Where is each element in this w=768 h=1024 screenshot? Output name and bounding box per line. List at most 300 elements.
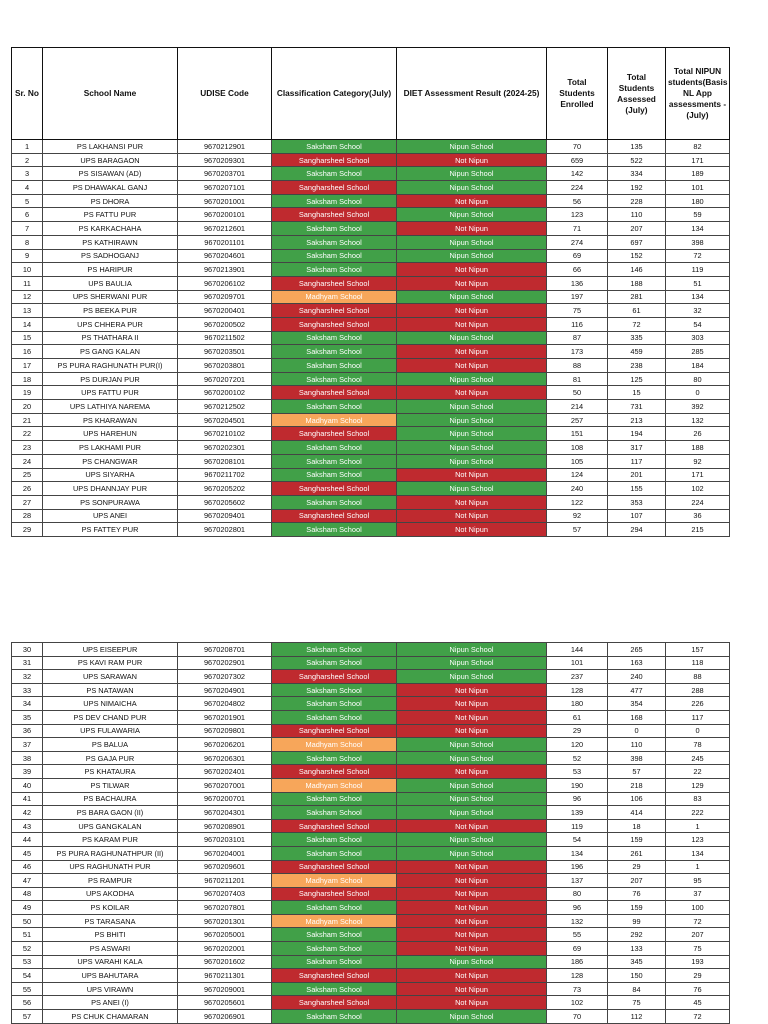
school-name-cell: UPS EISEEPUR (43, 643, 178, 657)
diet-assessment-result-cell: Not Nipun (397, 697, 547, 711)
header-diet-assessment-result: DIET Assessment Result (2024-25) (397, 48, 547, 140)
total-students-enrolled-cell: 71 (547, 222, 608, 236)
table-row (12, 697, 730, 711)
total-students-assessed-cell: 125 (608, 372, 666, 386)
classification-category-cell: Saksham School (272, 751, 397, 765)
diet-assessment-result-cell: Not Nipun (397, 996, 547, 1010)
diet-assessment-result-cell: Nipun School (397, 656, 547, 670)
sr-no-cell: 23 (12, 441, 43, 455)
total-students-assessed-cell: 72 (608, 317, 666, 331)
school-name-cell: PS ASWARI (43, 942, 178, 956)
classification-category-cell: Madhyam School (272, 738, 397, 752)
total-nipun-students-cell: 157 (666, 643, 730, 657)
table-row (12, 683, 730, 697)
sr-no-cell: 35 (12, 710, 43, 724)
udise-code-cell: 9670206301 (178, 751, 272, 765)
table-row (12, 724, 730, 738)
diet-assessment-result-cell: Nipun School (397, 372, 547, 386)
school-name-cell: UPS CHHERA PUR (43, 317, 178, 331)
total-students-assessed-cell: 188 (608, 276, 666, 290)
sr-no-cell: 22 (12, 427, 43, 441)
header-sr-no: Sr. No (12, 48, 43, 140)
total-students-enrolled-cell: 136 (547, 276, 608, 290)
total-nipun-students-cell: 78 (666, 738, 730, 752)
total-students-enrolled-cell: 96 (547, 901, 608, 915)
udise-code-cell: 9670206901 (178, 1010, 272, 1024)
school-name-cell: UPS BARAGAON (43, 153, 178, 167)
classification-category-cell: Saksham School (272, 235, 397, 249)
sr-no-cell: 3 (12, 167, 43, 181)
school-name-cell: PS DEV CHAND PUR (43, 710, 178, 724)
total-nipun-students-cell: 207 (666, 928, 730, 942)
udise-code-cell: 9670207403 (178, 887, 272, 901)
diet-assessment-result-cell: Nipun School (397, 833, 547, 847)
classification-category-cell: Saksham School (272, 710, 397, 724)
udise-code-cell: 9670209601 (178, 860, 272, 874)
total-students-assessed-cell: 345 (608, 955, 666, 969)
table-row (12, 982, 730, 996)
classification-category-cell: Madhyam School (272, 914, 397, 928)
total-nipun-students-cell: 118 (666, 656, 730, 670)
total-nipun-students-cell: 193 (666, 955, 730, 969)
total-students-enrolled-cell: 53 (547, 765, 608, 779)
total-nipun-students-cell: 132 (666, 413, 730, 427)
udise-code-cell: 9670203101 (178, 833, 272, 847)
udise-code-cell: 9670206102 (178, 276, 272, 290)
total-students-assessed-cell: 117 (608, 454, 666, 468)
total-students-enrolled-cell: 80 (547, 887, 608, 901)
total-nipun-students-cell: 29 (666, 969, 730, 983)
total-students-enrolled-cell: 274 (547, 235, 608, 249)
table-row (12, 819, 730, 833)
classification-category-cell: Saksham School (272, 495, 397, 509)
udise-code-cell: 9670204601 (178, 249, 272, 263)
udise-code-cell: 9670202301 (178, 441, 272, 455)
table-row (12, 710, 730, 724)
sr-no-cell: 39 (12, 765, 43, 779)
school-name-cell: UPS SIYARHA (43, 468, 178, 482)
total-students-enrolled-cell: 197 (547, 290, 608, 304)
sr-no-cell: 2 (12, 153, 43, 167)
total-students-assessed-cell: 194 (608, 427, 666, 441)
classification-category-cell: Saksham School (272, 468, 397, 482)
table-row (12, 400, 730, 414)
total-students-assessed-cell: 294 (608, 523, 666, 537)
table-row (12, 222, 730, 236)
udise-code-cell: 9670203501 (178, 345, 272, 359)
school-name-cell: PS KAVI RAM PUR (43, 656, 178, 670)
diet-assessment-result-cell: Not Nipun (397, 874, 547, 888)
sr-no-cell: 7 (12, 222, 43, 236)
school-name-cell: PS KOILAR (43, 901, 178, 915)
sr-no-cell: 36 (12, 724, 43, 738)
header-udise-code: UDISE Code (178, 48, 272, 140)
table-body (12, 140, 730, 537)
udise-code-cell: 9670209301 (178, 153, 272, 167)
table-row (12, 778, 730, 792)
total-nipun-students-cell: 80 (666, 372, 730, 386)
total-students-enrolled-cell: 54 (547, 833, 608, 847)
table-row (12, 1010, 730, 1024)
sr-no-cell: 17 (12, 359, 43, 373)
classification-category-cell: Madhyam School (272, 290, 397, 304)
diet-assessment-result-cell: Not Nipun (397, 724, 547, 738)
diet-assessment-result-cell: Not Nipun (397, 222, 547, 236)
school-name-cell: PS SADHOGANJ (43, 249, 178, 263)
udise-code-cell: 9670211502 (178, 331, 272, 345)
sr-no-cell: 27 (12, 495, 43, 509)
total-students-enrolled-cell: 105 (547, 454, 608, 468)
total-students-enrolled-cell: 119 (547, 819, 608, 833)
school-name-cell: UPS RAGHUNATH PUR (43, 860, 178, 874)
classification-category-cell: Sangharsheel School (272, 482, 397, 496)
table-row (12, 833, 730, 847)
total-nipun-students-cell: 95 (666, 874, 730, 888)
diet-assessment-result-cell: Not Nipun (397, 509, 547, 523)
total-nipun-students-cell: 88 (666, 670, 730, 684)
classification-category-cell: Saksham School (272, 982, 397, 996)
total-students-assessed-cell: 112 (608, 1010, 666, 1024)
classification-category-cell: Saksham School (272, 1010, 397, 1024)
school-name-cell: UPS ANEI (43, 509, 178, 523)
classification-category-cell: Sangharsheel School (272, 887, 397, 901)
total-nipun-students-cell: 189 (666, 167, 730, 181)
school-name-cell: PS BALUA (43, 738, 178, 752)
udise-code-cell: 9670207302 (178, 670, 272, 684)
total-nipun-students-cell: 100 (666, 901, 730, 915)
total-students-assessed-cell: 152 (608, 249, 666, 263)
school-name-cell: PS LAKHAMI PUR (43, 441, 178, 455)
total-nipun-students-cell: 215 (666, 523, 730, 537)
school-name-cell: UPS FATTU PUR (43, 386, 178, 400)
diet-assessment-result-cell: Nipun School (397, 181, 547, 195)
school-assessment-table-part-2 (11, 642, 730, 1024)
total-students-enrolled-cell: 151 (547, 427, 608, 441)
sr-no-cell: 50 (12, 914, 43, 928)
classification-category-cell: Sangharsheel School (272, 996, 397, 1010)
classification-category-cell: Saksham School (272, 523, 397, 537)
classification-category-cell: Sangharsheel School (272, 860, 397, 874)
total-nipun-students-cell: 134 (666, 290, 730, 304)
total-students-assessed-cell: 334 (608, 167, 666, 181)
school-name-cell: UPS VARAHI KALA (43, 955, 178, 969)
udise-code-cell: 9670202801 (178, 523, 272, 537)
school-name-cell: PS GANG KALAN (43, 345, 178, 359)
udise-code-cell: 9670211201 (178, 874, 272, 888)
total-nipun-students-cell: 76 (666, 982, 730, 996)
sr-no-cell: 24 (12, 454, 43, 468)
table-row (12, 495, 730, 509)
udise-code-cell: 9670203701 (178, 167, 272, 181)
sr-no-cell: 20 (12, 400, 43, 414)
diet-assessment-result-cell: Not Nipun (397, 153, 547, 167)
sr-no-cell: 1 (12, 140, 43, 154)
table-row (12, 441, 730, 455)
classification-category-cell: Saksham School (272, 167, 397, 181)
total-nipun-students-cell: 83 (666, 792, 730, 806)
udise-code-cell: 9670202001 (178, 942, 272, 956)
udise-code-cell: 9670209001 (178, 982, 272, 996)
udise-code-cell: 9670203801 (178, 359, 272, 373)
diet-assessment-result-cell: Not Nipun (397, 523, 547, 537)
total-students-enrolled-cell: 70 (547, 1010, 608, 1024)
udise-code-cell: 9670207801 (178, 901, 272, 915)
table-row (12, 331, 730, 345)
total-students-enrolled-cell: 87 (547, 331, 608, 345)
total-students-enrolled-cell: 70 (547, 140, 608, 154)
udise-code-cell: 9670207101 (178, 181, 272, 195)
classification-category-cell: Saksham School (272, 955, 397, 969)
school-name-cell: PS KHATAURA (43, 765, 178, 779)
diet-assessment-result-cell: Not Nipun (397, 359, 547, 373)
udise-code-cell: 9670208101 (178, 454, 272, 468)
sr-no-cell: 28 (12, 509, 43, 523)
classification-category-cell: Sangharsheel School (272, 509, 397, 523)
diet-assessment-result-cell: Not Nipun (397, 710, 547, 724)
classification-category-cell: Saksham School (272, 806, 397, 820)
total-nipun-students-cell: 134 (666, 846, 730, 860)
diet-assessment-result-cell: Not Nipun (397, 914, 547, 928)
total-nipun-students-cell: 102 (666, 482, 730, 496)
udise-code-cell: 9670212502 (178, 400, 272, 414)
classification-category-cell: Saksham School (272, 263, 397, 277)
total-students-enrolled-cell: 102 (547, 996, 608, 1010)
total-students-enrolled-cell: 196 (547, 860, 608, 874)
total-nipun-students-cell: 32 (666, 304, 730, 318)
total-nipun-students-cell: 117 (666, 710, 730, 724)
classification-category-cell: Sangharsheel School (272, 819, 397, 833)
sr-no-cell: 5 (12, 194, 43, 208)
udise-code-cell: 9670205001 (178, 928, 272, 942)
udise-code-cell: 9670206201 (178, 738, 272, 752)
total-students-enrolled-cell: 96 (547, 792, 608, 806)
sr-no-cell: 34 (12, 697, 43, 711)
total-students-enrolled-cell: 61 (547, 710, 608, 724)
diet-assessment-result-cell: Not Nipun (397, 194, 547, 208)
total-students-enrolled-cell: 50 (547, 386, 608, 400)
school-name-cell: PS DHORA (43, 194, 178, 208)
diet-assessment-result-cell: Not Nipun (397, 276, 547, 290)
school-assessment-table-part-1 (11, 47, 730, 537)
total-nipun-students-cell: 129 (666, 778, 730, 792)
total-students-assessed-cell: 292 (608, 928, 666, 942)
classification-category-cell: Saksham School (272, 359, 397, 373)
udise-code-cell: 9670207201 (178, 372, 272, 386)
udise-code-cell: 9670212901 (178, 140, 272, 154)
total-nipun-students-cell: 75 (666, 942, 730, 956)
classification-category-cell: Saksham School (272, 249, 397, 263)
total-students-assessed-cell: 218 (608, 778, 666, 792)
table-row (12, 317, 730, 331)
total-students-enrolled-cell: 224 (547, 181, 608, 195)
table-row (12, 413, 730, 427)
total-nipun-students-cell: 134 (666, 222, 730, 236)
classification-category-cell: Saksham School (272, 441, 397, 455)
sr-no-cell: 4 (12, 181, 43, 195)
diet-assessment-result-cell: Not Nipun (397, 819, 547, 833)
table-row (12, 874, 730, 888)
total-students-assessed-cell: 228 (608, 194, 666, 208)
diet-assessment-result-cell: Nipun School (397, 1010, 547, 1024)
total-nipun-students-cell: 54 (666, 317, 730, 331)
header-classification-category: Classification Category(July) (272, 48, 397, 140)
total-students-enrolled-cell: 81 (547, 372, 608, 386)
sr-no-cell: 48 (12, 887, 43, 901)
diet-assessment-result-cell: Nipun School (397, 208, 547, 222)
header-school-name: School Name (43, 48, 178, 140)
diet-assessment-result-cell: Nipun School (397, 400, 547, 414)
table-row (12, 928, 730, 942)
school-name-cell: UPS AKODHA (43, 887, 178, 901)
sr-no-cell: 54 (12, 969, 43, 983)
school-name-cell: UPS HAREHUN (43, 427, 178, 441)
school-name-cell: UPS DHANNJAY PUR (43, 482, 178, 496)
table-row (12, 235, 730, 249)
total-students-assessed-cell: 84 (608, 982, 666, 996)
total-students-enrolled-cell: 120 (547, 738, 608, 752)
total-students-assessed-cell: 110 (608, 208, 666, 222)
total-nipun-students-cell: 180 (666, 194, 730, 208)
total-students-enrolled-cell: 659 (547, 153, 608, 167)
sr-no-cell: 40 (12, 778, 43, 792)
sr-no-cell: 11 (12, 276, 43, 290)
school-name-cell: PS DURJAN PUR (43, 372, 178, 386)
diet-assessment-result-cell: Not Nipun (397, 860, 547, 874)
total-nipun-students-cell: 37 (666, 887, 730, 901)
total-nipun-students-cell: 392 (666, 400, 730, 414)
table-row (12, 914, 730, 928)
total-students-assessed-cell: 207 (608, 222, 666, 236)
udise-code-cell: 9670200102 (178, 386, 272, 400)
sr-no-cell: 25 (12, 468, 43, 482)
sr-no-cell: 32 (12, 670, 43, 684)
sr-no-cell: 49 (12, 901, 43, 915)
school-name-cell: PS BEEKA PUR (43, 304, 178, 318)
diet-assessment-result-cell: Not Nipun (397, 317, 547, 331)
school-name-cell: PS CHANGWAR (43, 454, 178, 468)
total-students-assessed-cell: 731 (608, 400, 666, 414)
total-students-assessed-cell: 354 (608, 697, 666, 711)
total-students-assessed-cell: 168 (608, 710, 666, 724)
table-row (12, 427, 730, 441)
sr-no-cell: 52 (12, 942, 43, 956)
table-row (12, 359, 730, 373)
table-row (12, 386, 730, 400)
header-total-nipun-students: Total NIPUN students(Basis NL App assessments - (July) (666, 48, 730, 140)
total-nipun-students-cell: 45 (666, 996, 730, 1010)
table-row (12, 846, 730, 860)
total-students-assessed-cell: 29 (608, 860, 666, 874)
total-students-assessed-cell: 155 (608, 482, 666, 496)
total-students-enrolled-cell: 29 (547, 724, 608, 738)
total-nipun-students-cell: 184 (666, 359, 730, 373)
udise-code-cell: 9670205602 (178, 495, 272, 509)
diet-assessment-result-cell: Nipun School (397, 249, 547, 263)
total-students-enrolled-cell: 66 (547, 263, 608, 277)
udise-code-cell: 9670209401 (178, 509, 272, 523)
total-students-assessed-cell: 697 (608, 235, 666, 249)
school-name-cell: PS KARKACHAHA (43, 222, 178, 236)
classification-category-cell: Madhyam School (272, 413, 397, 427)
sr-no-cell: 6 (12, 208, 43, 222)
udise-code-cell: 9670212601 (178, 222, 272, 236)
classification-category-cell: Sangharsheel School (272, 181, 397, 195)
total-students-assessed-cell: 146 (608, 263, 666, 277)
classification-category-cell: Saksham School (272, 697, 397, 711)
classification-category-cell: Sangharsheel School (272, 969, 397, 983)
classification-category-cell: Saksham School (272, 140, 397, 154)
table-row (12, 996, 730, 1010)
total-nipun-students-cell: 36 (666, 509, 730, 523)
total-students-assessed-cell: 261 (608, 846, 666, 860)
total-students-enrolled-cell: 108 (547, 441, 608, 455)
udise-code-cell: 9670208901 (178, 819, 272, 833)
udise-code-cell: 9670209701 (178, 290, 272, 304)
school-name-cell: PS CHUK CHAMARAN (43, 1010, 178, 1024)
classification-category-cell: Saksham School (272, 928, 397, 942)
udise-code-cell: 9670204802 (178, 697, 272, 711)
total-nipun-students-cell: 171 (666, 153, 730, 167)
total-nipun-students-cell: 51 (666, 276, 730, 290)
sr-no-cell: 18 (12, 372, 43, 386)
school-name-cell: PS SONPURAWA (43, 495, 178, 509)
total-students-assessed-cell: 61 (608, 304, 666, 318)
total-students-enrolled-cell: 144 (547, 643, 608, 657)
diet-assessment-result-cell: Nipun School (397, 413, 547, 427)
total-students-enrolled-cell: 57 (547, 523, 608, 537)
classification-category-cell: Sangharsheel School (272, 304, 397, 318)
total-nipun-students-cell: 285 (666, 345, 730, 359)
sr-no-cell: 16 (12, 345, 43, 359)
school-name-cell: PS BACHAURA (43, 792, 178, 806)
classification-category-cell: Saksham School (272, 792, 397, 806)
total-students-assessed-cell: 192 (608, 181, 666, 195)
udise-code-cell: 9670200101 (178, 208, 272, 222)
total-students-enrolled-cell: 116 (547, 317, 608, 331)
diet-assessment-result-cell: Not Nipun (397, 942, 547, 956)
sr-no-cell: 47 (12, 874, 43, 888)
classification-category-cell: Saksham School (272, 846, 397, 860)
total-students-enrolled-cell: 240 (547, 482, 608, 496)
total-students-assessed-cell: 159 (608, 833, 666, 847)
total-students-enrolled-cell: 237 (547, 670, 608, 684)
total-students-assessed-cell: 353 (608, 495, 666, 509)
total-students-assessed-cell: 75 (608, 996, 666, 1010)
school-name-cell: UPS GANGKALAN (43, 819, 178, 833)
total-students-enrolled-cell: 101 (547, 656, 608, 670)
table-row (12, 643, 730, 657)
sr-no-cell: 46 (12, 860, 43, 874)
diet-assessment-result-cell: Not Nipun (397, 765, 547, 779)
udise-code-cell: 9670204301 (178, 806, 272, 820)
udise-code-cell: 9670201101 (178, 235, 272, 249)
diet-assessment-result-cell: Not Nipun (397, 495, 547, 509)
total-students-enrolled-cell: 180 (547, 697, 608, 711)
total-nipun-students-cell: 0 (666, 386, 730, 400)
total-students-enrolled-cell: 257 (547, 413, 608, 427)
total-students-assessed-cell: 335 (608, 331, 666, 345)
total-students-enrolled-cell: 142 (547, 167, 608, 181)
total-nipun-students-cell: 26 (666, 427, 730, 441)
table-row (12, 656, 730, 670)
total-students-assessed-cell: 150 (608, 969, 666, 983)
diet-assessment-result-cell: Not Nipun (397, 304, 547, 318)
total-students-enrolled-cell: 173 (547, 345, 608, 359)
classification-category-cell: Sangharsheel School (272, 276, 397, 290)
total-students-assessed-cell: 15 (608, 386, 666, 400)
udise-code-cell: 9670201001 (178, 194, 272, 208)
total-students-enrolled-cell: 55 (547, 928, 608, 942)
